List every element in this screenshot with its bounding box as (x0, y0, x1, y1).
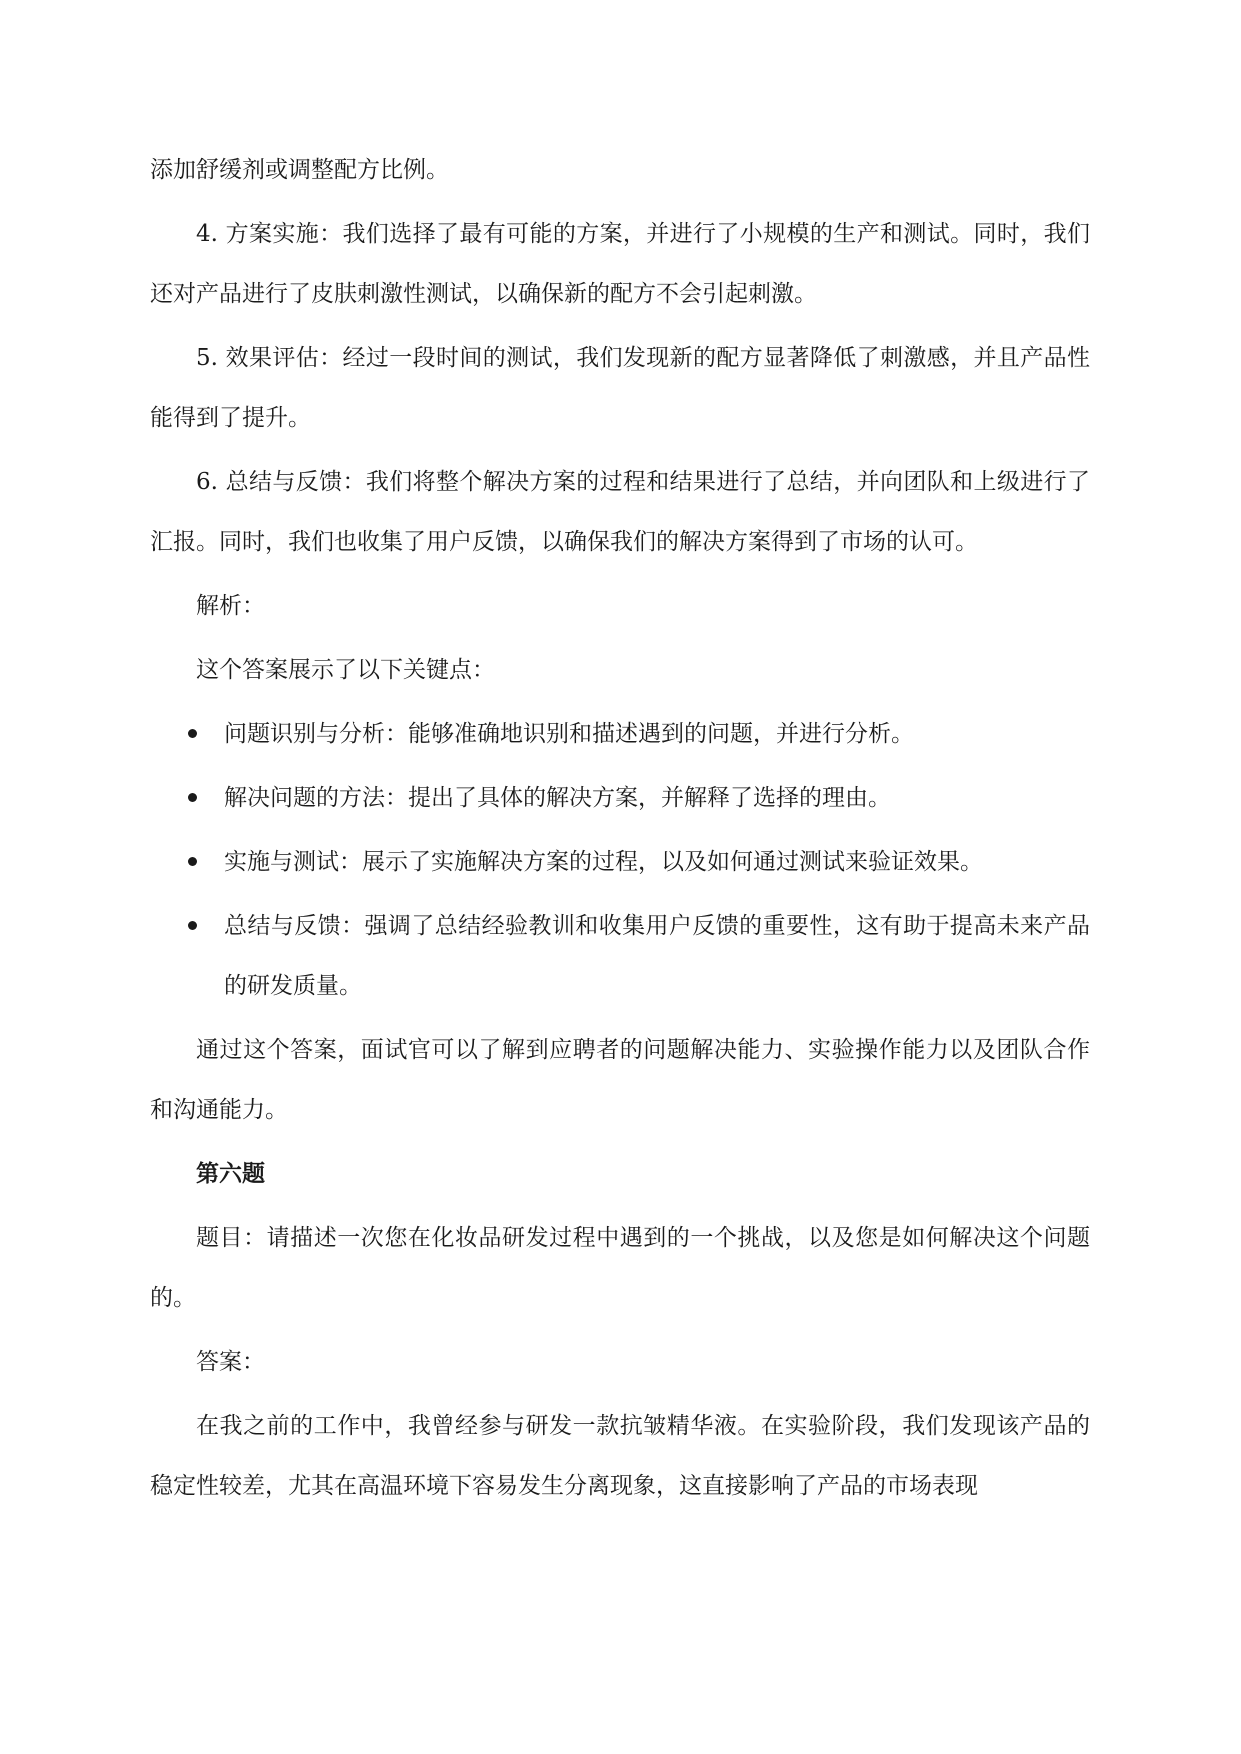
paragraph-step-6: 6. 总结与反馈：我们将整个解决方案的过程和结果进行了总结，并向团队和上级进行了汇报。同时，我们也收集了用户反馈，以确保我们的解决方案得到了市场的认可。 (150, 469, 1090, 555)
list-item (150, 896, 1090, 1016)
bullet-icon (188, 729, 197, 738)
answer-paragraph: 在我之前的工作中，我曾经参与研发一款抗皱精华液。在实验阶段，我们发现该产品的稳定性较差，尤其在高温环境下容易发生分离现象，这直接影响了产品的市场表现 (150, 1413, 1090, 1499)
document-page (150, 140, 1090, 1520)
key-points-intro: 这个答案展示了以下关键点： (196, 657, 495, 683)
bullet-icon (188, 793, 197, 802)
answer-label: 答案： (196, 1349, 265, 1375)
paragraph-continuation: 添加舒缓剂或调整配方比例。 (150, 157, 449, 183)
bullet-icon (188, 921, 197, 930)
list-item (150, 768, 1090, 828)
question-paragraph: 题目：请描述一次您在化妆品研发过程中遇到的一个挑战，以及您是如何解决这个问题的。 (150, 1225, 1090, 1311)
bullet-icon (188, 857, 197, 866)
list-item-text: 总结与反馈：强调了总结经验教训和收集用户反馈的重要性，这有助于提高未来产品的研发质量。 (224, 913, 1090, 999)
paragraph-step-4: 4. 方案实施：我们选择了最有可能的方案，并进行了小规模的生产和测试。同时，我们还对产品进行了皮肤刺激性测试，以确保新的配方不会引起刺激。 (150, 221, 1090, 307)
list-item-text: 实施与测试：展示了实施解决方案的过程，以及如何通过测试来验证效果。 (224, 849, 983, 875)
list-item (150, 832, 1090, 892)
analysis-label: 解析： (196, 593, 265, 619)
list-item-text: 解决问题的方法：提出了具体的解决方案，并解释了选择的理由。 (224, 785, 891, 811)
list-item-text: 问题识别与分析：能够准确地识别和描述遇到的问题，并进行分析。 (224, 721, 914, 747)
paragraph-step-5: 5. 效果评估：经过一段时间的测试，我们发现新的配方显著降低了刺激感，并且产品性能得到了提升。 (150, 345, 1090, 431)
section-heading: 第六题 (196, 1160, 265, 1187)
list-item (150, 704, 1090, 764)
conclusion-paragraph: 通过这个答案，面试官可以了解到应聘者的问题解决能力、实验操作能力以及团队合作和沟通能力。 (150, 1037, 1090, 1123)
key-points-list (150, 704, 1090, 1016)
